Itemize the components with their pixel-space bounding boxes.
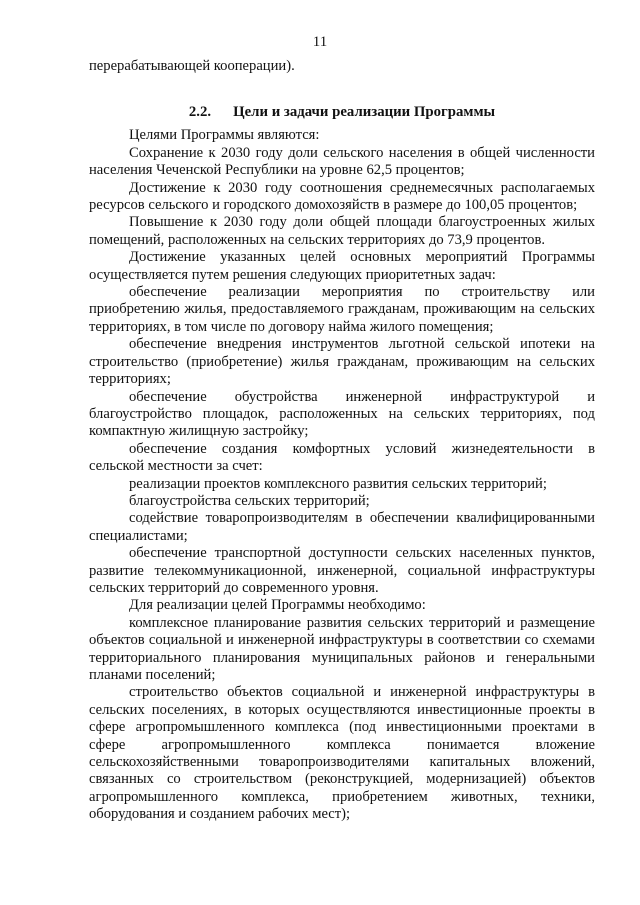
- paragraph: Целями Программы являются:: [129, 127, 320, 144]
- section-title: Цели и задачи реализации Программы: [233, 104, 496, 121]
- paragraph: обеспечение внедрения инструментов льготной сельской ипотеки на строительство (приобретение) жилья гражданам, проживающим на сельских территориях;: [89, 336, 595, 388]
- section-heading: [89, 103, 595, 121]
- paragraph: обеспечение обустройства инженерной инфраструктурой и благоустройство площадок, расположенных на сельских территориях, под компактную жилищную застройку;: [89, 388, 595, 440]
- paragraph: Повышение к 2030 году доли общей площади благоустроенных жилых помещений, расположенных на сельских территориях до 73,9 процентов.: [89, 214, 595, 248]
- paragraph: комплексное планирование развития сельских территорий и размещение объектов социальной и инженерной инфраструктуры в соответствии со схемами территориального планирования муниципальных районов и генеральными планами поселений;: [89, 614, 595, 683]
- paragraph: Сохранение к 2030 году доли сельского населения в общей численности населения Чеченской Республики на уровне 62,5 процентов;: [89, 144, 595, 179]
- paragraph: Достижение к 2030 году соотношения среднемесячных располагаемых ресурсов сельского и городского домохозяйств в размере до 100,05 процентов;: [89, 179, 595, 214]
- paragraph: обеспечение реализации мероприятия по строительству или приобретению жилья, предоставляемого гражданам, проживающим на сельских территориях, в том числе по договору найма жилого помещения;: [89, 284, 595, 335]
- paragraph: содействие товаропроизводителям в обеспечении квалифицированными специалистами;: [89, 510, 595, 544]
- paragraph: обеспечение создания комфортных условий жизнедеятельности в сельской местности за счет:: [89, 440, 595, 475]
- paragraph-continuation: перерабатывающей кооперации).: [89, 58, 295, 74]
- page-number: 11: [312, 34, 328, 50]
- paragraph: обеспечение транспортной доступности сельских населенных пунктов, развитие телекоммуникационной, инженерной, социальной инфраструктуры сельских территорий до современного уровня.: [89, 545, 595, 596]
- paragraph: Достижение указанных целей основных мероприятий Программы осуществляется путем решения следующих приоритетных задач:: [89, 249, 595, 283]
- paragraph: реализации проектов комплексного развития сельских территорий;: [129, 475, 547, 492]
- document-body: [89, 58, 595, 824]
- paragraph: строительство объектов социальной и инженерной инфраструктуры в сельских поселениях, в которых осуществляются инвестиционные проекты в сфере агропромышленного комплекса (под инвестиционными проектами в сфере агропромышленного комплекса понимается вложение сельскохозяйственными товаропроизводителями капитальных вложений, связанных со строительством (реконструкцией, модернизацией) объектов агропромышленного комплекса, приобретением животных, техники, оборудования и созданием рабочих мест);: [89, 684, 595, 823]
- paragraph: благоустройства сельских территорий;: [129, 492, 370, 509]
- section-number: 2.2.: [188, 104, 212, 121]
- paragraph: Для реализации целей Программы необходимо:: [129, 597, 426, 614]
